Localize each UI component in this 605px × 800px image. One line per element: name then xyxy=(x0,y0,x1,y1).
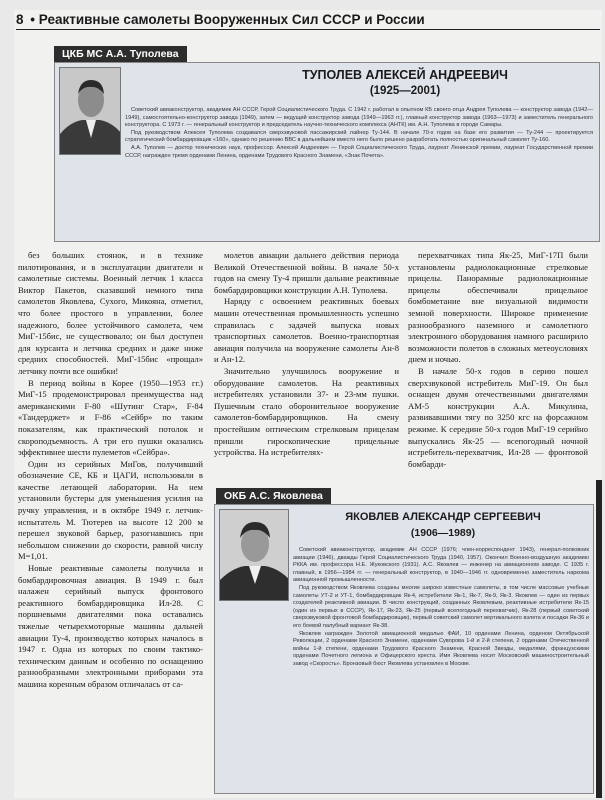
tupolev-name: ТУПОЛЕВ АЛЕКСЕЙ АНДРЕЕВИЧ xyxy=(302,68,508,82)
running-head-title: Реактивные самолеты Вооруженных Сил СССР и России xyxy=(38,12,425,27)
tupolev-portrait-image xyxy=(60,68,121,155)
running-head-bullet: • xyxy=(30,12,36,27)
tupolev-bio-text xyxy=(125,107,593,239)
magazine-page xyxy=(14,10,602,798)
text-column-3 xyxy=(408,250,588,486)
text-column-1 xyxy=(18,250,203,794)
yakovlev-bio-text xyxy=(293,547,589,791)
column-paragraph: перехватчиках типа Як-25, МиГ-17П были установлены радиолокационные стрелковые прицелы. Панорамные радиолокационные прицелы обеспечивали прицельное бомбометание вне визуальной видимости земной поверхности. Широкое применение разнообразного наземного и самолетного электронного оборудования намного расширило возможности полетов в сложных метеоусловиях днем и ночью. xyxy=(408,250,588,365)
yakovlev-bio-paragraph: Советский авиаконструктор, академик АН СССР (1976; член-корреспондент 1943), генерал-полковник авиации (1946), дважды Герой Социалистического Труда (1940, 1957). Окончил Военно-воздушную академию РККА им. профессора Н.Е. Жуковского (1931). А.С. Яковлев — инженер на авиационном заводе. С 1935 г. главный, в 1956—1984 гг. — генеральный конструктор, в 1940—1946 гг. одновременно заместитель наркома авиационной промышленности. xyxy=(293,547,589,584)
column-paragraph: В период войны в Корее (1950—1953 гг.) МиГ-15 продемонстрировал преимущества над американскими F-80 «Шутинг Стар», F-84 «Тандерджет» и F-86 «Сейбр» по таким показателям, как практический потолок и скороподъемность. А три его пушки оказались эффективнее шести пулеметов «Сейбра». xyxy=(18,377,203,458)
yakovlev-bio-paragraph: Яковлев награжден Золотой авиационной медалью ФАИ, 10 орденами Ленина, орденом Октябрьской Революции, 2 орденами Красного Знамени, орденами Суворова 1-й и 2-й степени, 2 орденами Отечественной войны 1-й степени, орденами Трудового Красного Знамени, Красной Звезды, медалями, французскими орденами Почетного легиона и Офицерского креста. Имя Яковлева носит Московский машиностроительный завод «Скорость». Бронзовый бюст Яковлева установлен в Москве. xyxy=(293,630,589,667)
tupolev-bio-paragraph: Советский авиаконструктор, академик АН СССР, Герой Социалистического Труда. С 1942 г. работал в опытном КБ своего отца Андрея Туполева — конструктор завода (1942—1949), самостоятельно-конструктор завода (1949), затем — ведущий конструктор завода (1949—1963 гг.), главный конструктор завода (1963—1973) и заместитель генерального конструктора. С 1973 г. — генеральный конструктор и председатель научно-технического комплекса (АНТК) им. А.Н. Туполева в городе Самары. xyxy=(125,107,593,129)
yakovlev-years: (1906—1989) xyxy=(410,527,476,539)
running-head xyxy=(16,12,600,30)
tupolev-bio-paragraph: Под руководством Алексея Туполева создавался сверхзвуковой пассажирский лайнер Ту-144. В начале 70-х годов на базе его развития — Ту-244 — проектируется стратегический бомбардировщик «160», однако по решению ВВС в дальнейшем вместо него было решено разработать полностью оригинальный самолет Ту-160. xyxy=(125,129,593,144)
tupolev-years: (1925—2001) xyxy=(369,85,441,97)
yakovlev-portrait xyxy=(219,509,289,601)
tupolev-bio-paragraph: А.А. Туполев — доктор технических наук, профессор. Алексей Андреевич — Герой Социалистического Труда, лауреат Ленинской премии, лауреат Государственной премии СССР, награжден тремя орденами Ленина, орденами Трудового Красного Знамени, «Знак Почета». xyxy=(125,144,593,159)
column-paragraph: Один из серийных МиГов, получивший обозначение СЕ, КБ и ЦАГИ, использовали в качестве летающей лаборатории. На нем установили бустеры для уменьшения усилия на ручку управления, и в октябре 1949 г. летчик-испытатель М. Тютерев на высоте 12 200 м перешел звуковой барьер, разогнавшись при небольшом снижении до скорости, равной числу М=1,01. xyxy=(18,458,203,562)
column-paragraph: Наряду с освоением реактивных боевых машин отечественная промышленность успешно справилась с задачей выпуска новых транспортных самолетов. Военно-транспортная авиация получила на вооружение самолеты Ан-8 и Ан-12. xyxy=(214,296,399,365)
column-paragraph: молетов авиации дальнего действия периода Великой Отечественной войны. В начале 50-х годов на смену Ту-4 пришли дальние реактивные бомбардировщики конструкции А.Н. Туполева. xyxy=(214,250,399,295)
column-paragraph: В начале 50-х годов в серию пошел сверхзвуковой истребитель МиГ-19. Он был оснащен двумя отечественными двигателями АМ-5 конструкции А.А. Микулина, развивавшими тягу по 3250 кгс на форсажном режиме. К середине 50-х годов МиГ-19 серийно выпускались Як-25 — всепогодный ночной истребитель-перехватчик, Ил-28 — фронтовой бомбарди- xyxy=(408,365,588,469)
column-paragraph: Новые реактивные самолеты получила и бомбардировочная авиация. В 1949 г. был налажен серийный выпуск фронтового реактивного бомбардировщика Ил-28. С поршневыми двигателями пока оставались тяжелые четырехмоторные машины дальней авиации Ту-4, производство которых началось в 1947 г. Одна из которых по своим тактико-техническим данным и особенно по оснащению разнообразными электронными приборами эта машина коренным образом отличалась от са- xyxy=(18,563,203,689)
page-number: 8 xyxy=(16,12,24,27)
yakovlev-portrait-image xyxy=(220,510,289,601)
column-paragraph: Значительно улучшилось вооружение и оборудование самолетов. На реактивных истребителях установили 37- и 23-мм пушки. Пушечным стало оборонительное вооружение самолетов-бомбардировщиков. На смену простейшим оптическим стрелковым прицелам пришли гироскопические прицельные устройства. На истребителях- xyxy=(214,365,399,458)
tupolev-bio-box xyxy=(54,62,600,242)
column-paragraph: без больших стоянок, и в технике пилотирования, и в эксплуатации двигатели и самолетные системы. Военный летчик 1 класса Виктор Пакетов, сказавший немного типа самолетов Яковлева, Сухого, Микояна, отметил, что более простого в управлении, более надежного, более устойчивого самолета, чем МиГ-15бис, не существовало; он был доступен для курсанта и летчика средних и даже ниже средних способностей. МиГ-15бис «прощал» летчику почти все ошибки! xyxy=(18,250,203,376)
tupolev-bureau-tab: ЦКБ МС А.А. Туполева xyxy=(54,46,187,62)
page-edge-bar xyxy=(596,480,602,798)
yakovlev-bio-paragraph: Под руководством Яковлева созданы многие широко известные самолеты, в том числе массовые учебные самолеты УТ-2 и УТ-1, бомбардировщик Як-4, истребители Як-1, Як-7, Як-9, Як-3. Яковлев — один из первых создателей реактивной авиации. В число конструкций, созданных Яковлевым, реактивные истребители Як-15 (один из первых в СССР), Як-17, Як-23, Як-25 (первый всепогодный перехватчик), Як-28 (первый советский сверхзвуковой фронтовой бомбардировщик), первый советский самолет вертикального взлета и посадки Як-36 и его боевой палубный вариант Як-38. xyxy=(293,584,589,629)
tupolev-portrait xyxy=(59,67,121,155)
yakovlev-bio-box xyxy=(214,504,594,794)
text-column-2 xyxy=(214,250,399,486)
yakovlev-bureau-tab: ОКБ А.С. Яковлева xyxy=(216,488,331,504)
yakovlev-name: ЯКОВЛЕВ АЛЕКСАНДР СЕРГЕЕВИЧ xyxy=(345,511,541,523)
